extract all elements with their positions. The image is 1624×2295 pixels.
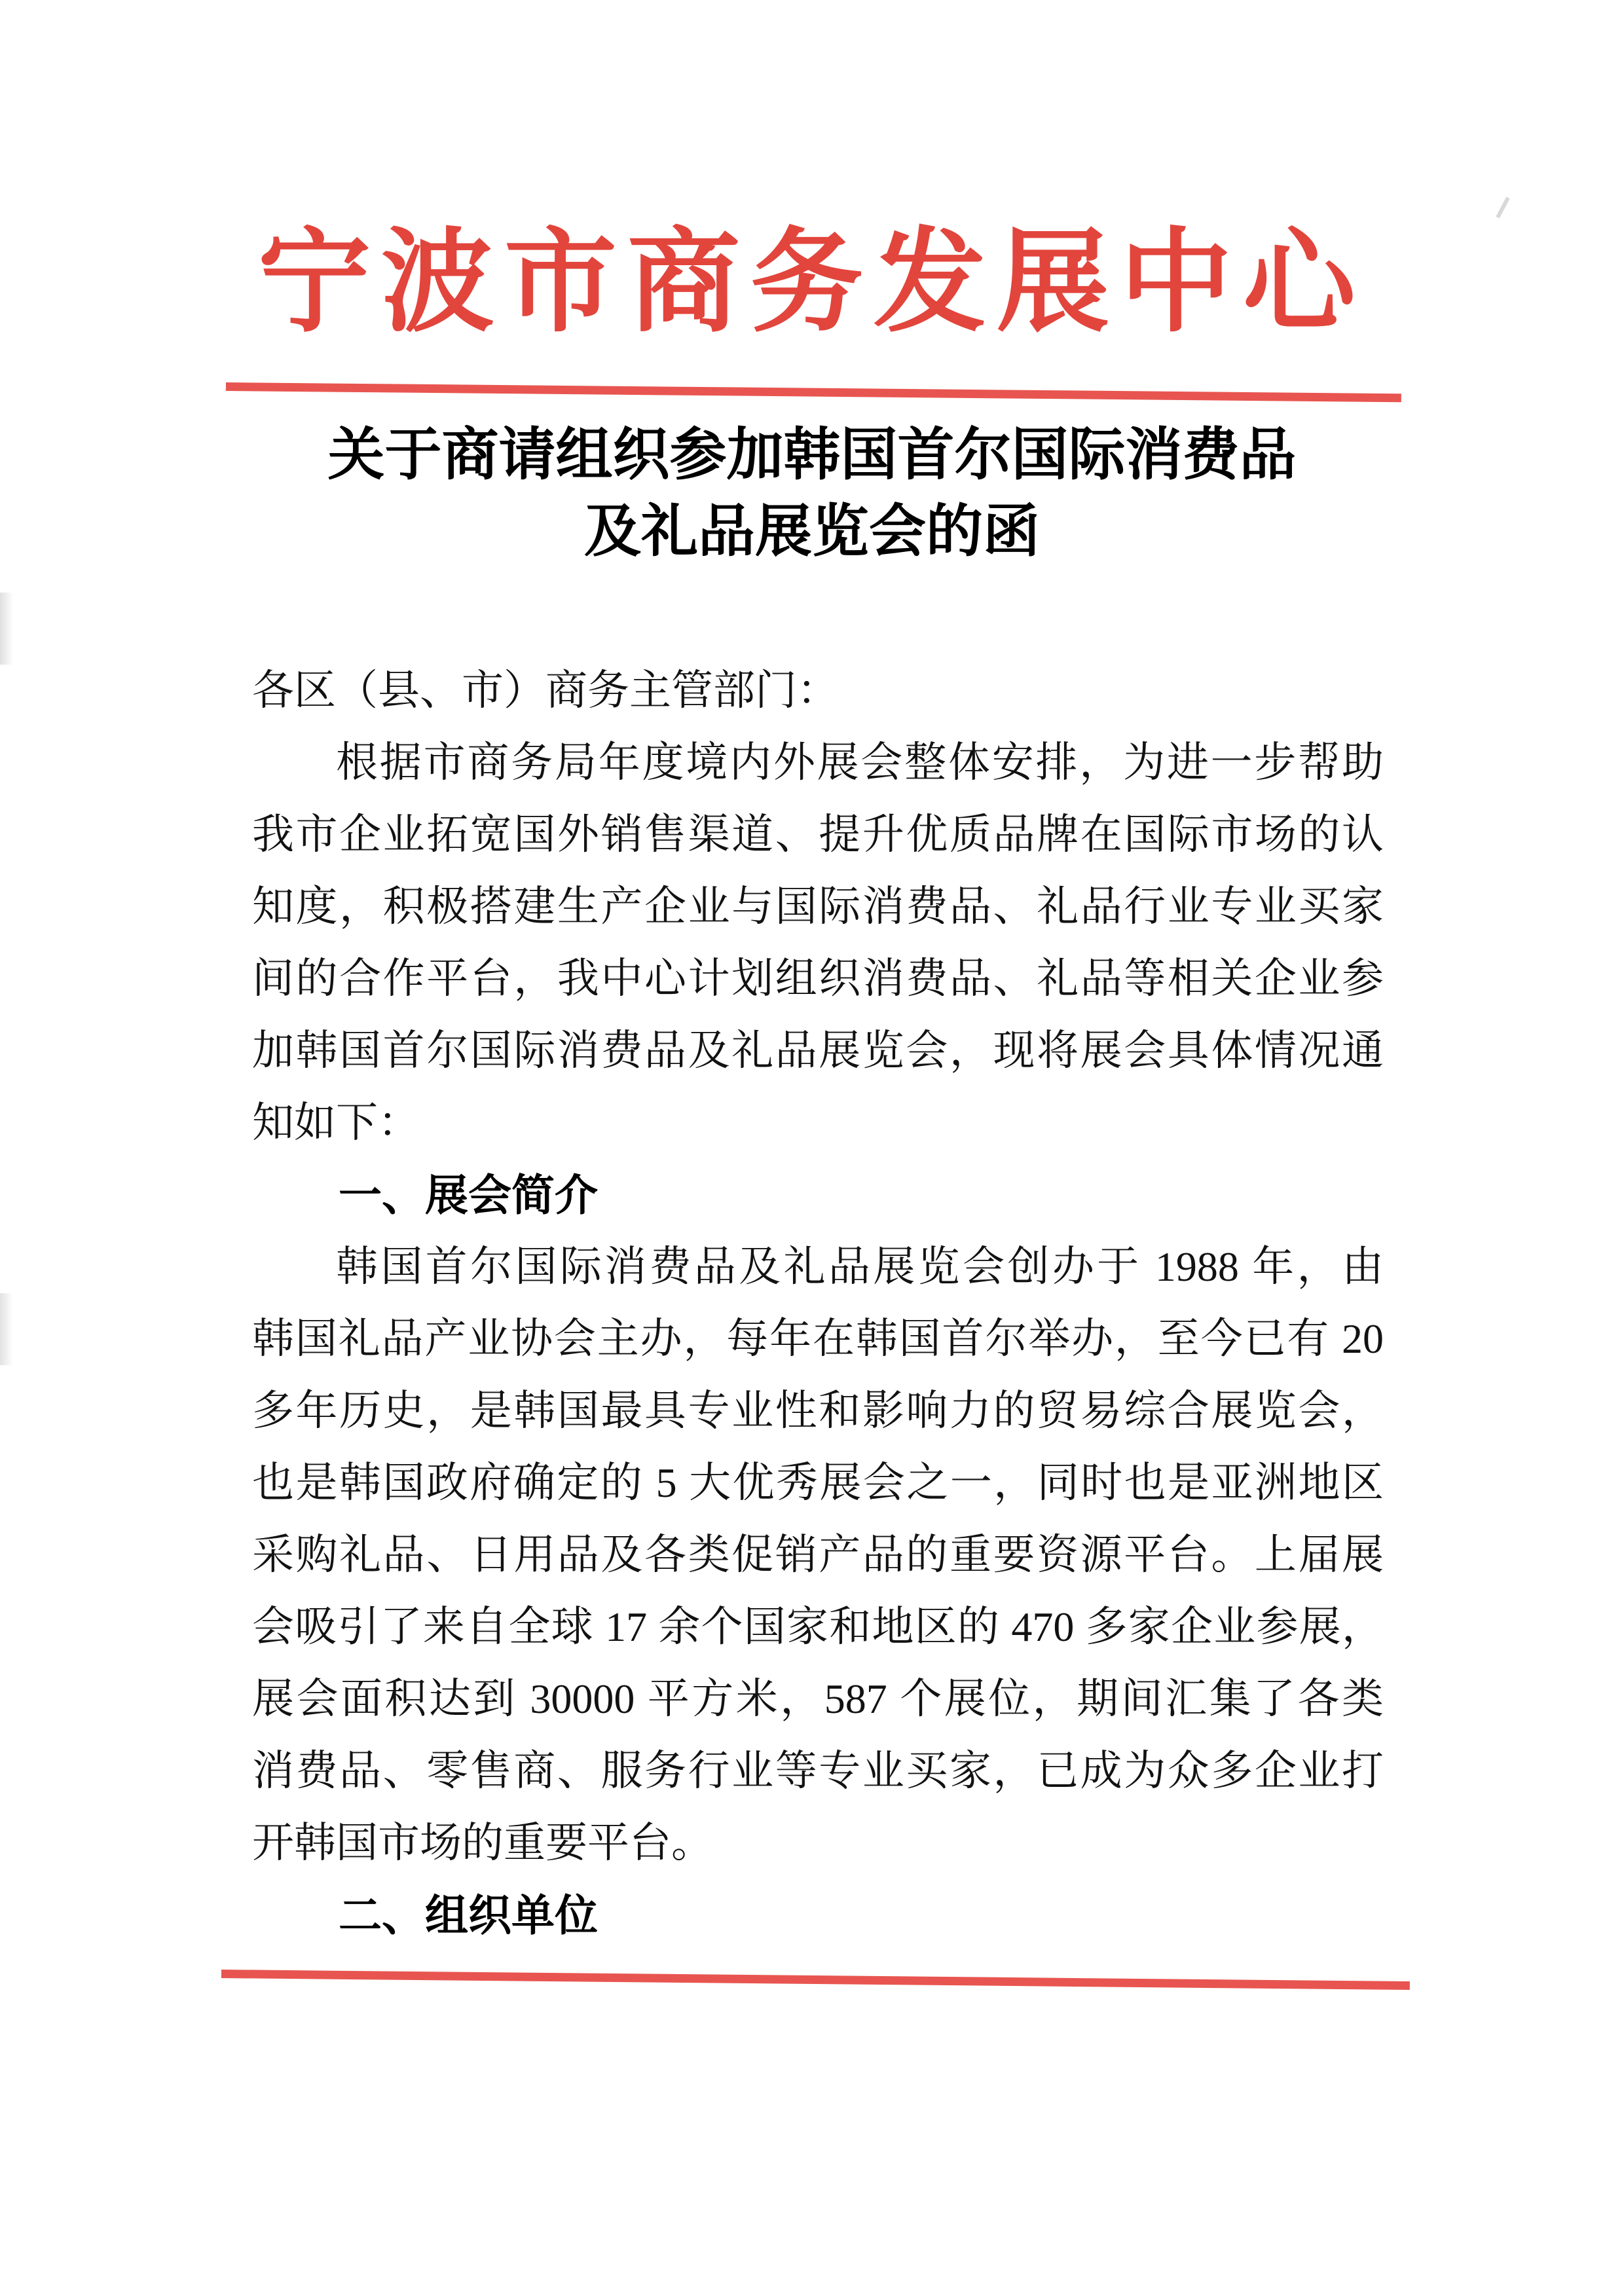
paragraph1-line: 根据市商务局年度境内外展会整体安排，为进一步帮助 [336, 739, 1384, 786]
section1-heading: 一、展会简介 [339, 1171, 598, 1219]
scan-artifact [0, 1293, 13, 1365]
paragraph2-line: 消费品、零售商、服务行业等专业买家，已成为众多企业打 [252, 1748, 1384, 1794]
paragraph2-line: 也是韩国政府确定的 5 大优秀展会之一，同时也是亚洲地区 [252, 1460, 1384, 1506]
document-title-line1: 关于商请组织参加韩国首尔国际消费品 [327, 423, 1297, 487]
paragraph2-line: 会吸引了来自全球 17 余个国家和地区的 470 多家企业参展， [252, 1604, 1384, 1650]
paragraph1-line: 间的合作平台，我中心计划组织消费品、礼品等相关企业参 [252, 955, 1384, 1002]
document-title [0, 416, 1624, 570]
paragraph1-line: 加韩国首尔国际消费品及礼品展览会，现将展会具体情况通 [252, 1027, 1384, 1074]
letterhead-org-name: 宁波市商务发展中心 [258, 221, 1366, 346]
paragraph2-line: 开韩国市场的重要平台。 [252, 1820, 713, 1866]
letterhead-rule [226, 382, 1401, 402]
paragraph2-line: 韩国礼品产业协会主办，每年在韩国首尔举办，至今已有 20 [252, 1315, 1384, 1362]
paragraph2-line: 展会面积达到 30000 平方米，587 个展位，期间汇集了各类 [252, 1676, 1384, 1722]
salutation: 各区（县、市）商务主管部门： [252, 667, 839, 714]
paragraph1-line: 我市企业拓宽国外销售渠道、提升优质品牌在国际市场的认 [252, 811, 1384, 858]
footer-rule [221, 1970, 1410, 1990]
paragraph2-line: 多年历史，是韩国最具专业性和影响力的贸易综合展览会， [252, 1387, 1384, 1434]
document-title-line2: 及礼品展览会的函 [584, 500, 1040, 563]
document-body [252, 655, 1384, 1951]
paragraph2-line: 韩国首尔国际消费品及礼品展览会创办于 1988 年，由 [336, 1243, 1384, 1290]
section2-heading: 二、组织单位 [339, 1891, 598, 1939]
paragraph2-line: 采购礼品、日用品及各类促销产品的重要资源平台。上届展 [252, 1532, 1384, 1578]
paragraph1-line: 知度，积极搭建生产企业与国际消费品、礼品行业专业买家 [252, 883, 1384, 930]
scan-artifact [0, 593, 13, 665]
paragraph1-line: 知如下： [252, 1099, 420, 1146]
